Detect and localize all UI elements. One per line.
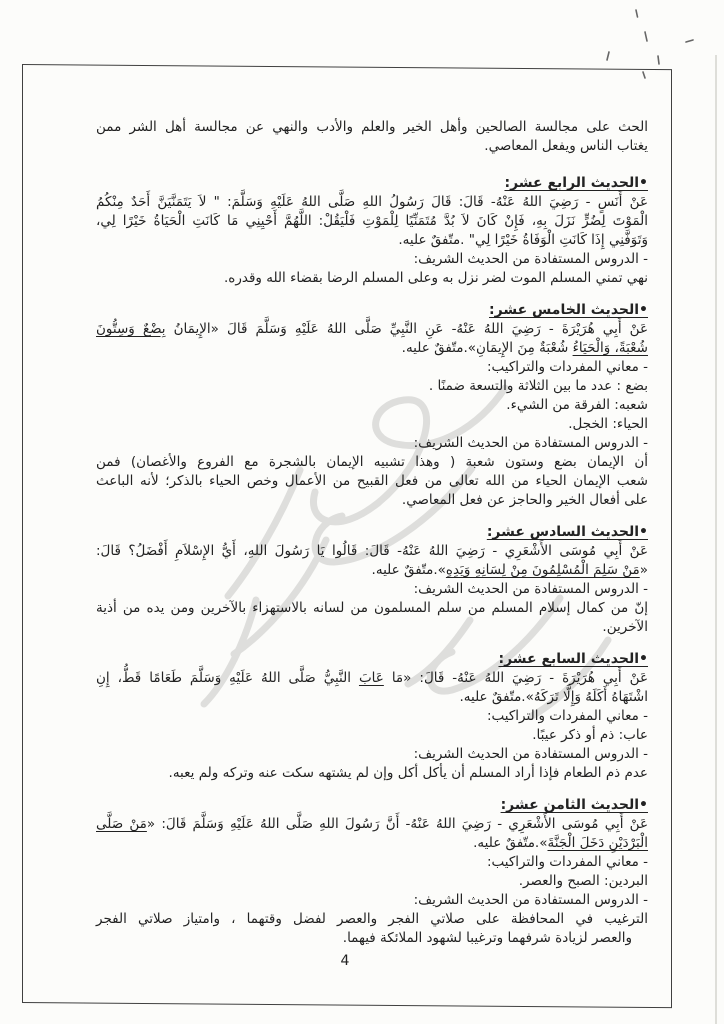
- hadith-14-lesson-line: نهي تمني المسلم الموت لضر نزل به وعلى المسلم الرضا بقضاء الله وقدره.: [223, 270, 648, 286]
- vocab-label: - معاني المفردات والتراكيب:: [487, 359, 648, 375]
- lessons-label: - الدروس المستفادة من الحديث الشريف:: [413, 892, 648, 908]
- matn-text: ».متّفقٌ عليه.: [473, 835, 548, 851]
- matn-underlined-text: شُعْبَةً، وَالْحَيَاءُ: [572, 340, 648, 356]
- hadith-18-lesson-line: الترغيب في المحافظة على صلاتي الفجر والعصر لفضل وقتهما ، وامتياز صلاتي الفجر: [96, 911, 648, 927]
- hadith-17-section: [96, 650, 648, 783]
- hadith-15-lesson-line: على أفعال الخير والحاجز عن فعل المعاصي.: [401, 492, 648, 508]
- matn-text: «: [639, 562, 648, 578]
- scan-edge-line: [715, 55, 717, 1024]
- matn-underlined-text: بِضْعٌ وَسِتُّونَ: [96, 321, 166, 337]
- hadith-17-lesson-line: عدم ذم الطعام فإذا أراد المسلم أن يأكل أكل وإن لم يشتهه سكت عنه وتركه ولم يعبه.: [168, 765, 648, 781]
- matn-text: عَنْ أَبِي مُوسَى الأَشْعَرِي - رَضِيَ اللهُ عَنْهُ- أَنَّ رَسُولَ اللهِ صَلَّى اللهُ عَلَيْهِ وَسَلَّمَ قَالَ: «: [146, 816, 648, 832]
- matn-underlined-text: الْبَرْدَيْنِ دَخَلَ الْجَنَّةَ: [547, 835, 648, 851]
- hadith-15-lesson-line: شعب الإيمان الحياء من الله تعالى من فعل القبيح من الأعمال وخص الحياء بالذكر؛ لأنه الباعث: [96, 473, 648, 489]
- hadith-15-heading: [96, 301, 648, 320]
- matn-underlined-text: عَابَ: [358, 670, 384, 686]
- matn-text: شُعْبَةٌ مِنَ الإِيمَانِ».متّفقٌ عليه.: [401, 340, 573, 356]
- lessons-label: - الدروس المستفادة من الحديث الشريف:: [413, 435, 648, 451]
- hadith-14-matn-line: وَتَوَفَّنِي إِذَا كَانَتِ الْوَفَاةُ خَيْرًا لِي" .متّفقٌ عليه.: [398, 232, 648, 248]
- matn-text: عَنْ أَبِي هُرَيْرَةَ - رَضِيَ اللهُ عَنْهُ- قَالَ: «مَا: [383, 670, 648, 686]
- hadith-15-lesson-line: أن الإيمان بضع وستون شعبة ( وهذا تشبيه الإيمان بالشجرة مع الفروع والأغصان) فمن: [96, 454, 648, 470]
- page-body: [96, 118, 648, 948]
- hadith-17-heading-text: •الحديث السابع عشر:: [498, 651, 648, 667]
- vocab-line: شعبه: الفرقة من الشيء.: [506, 397, 648, 413]
- hadith-17-heading: [96, 650, 648, 669]
- hadith-17-matn-line: [96, 669, 648, 688]
- vocab-line: عاب: ذم أو ذكر عيبًا.: [532, 727, 648, 743]
- hadith-15-section: [96, 301, 648, 510]
- hadith-18-section: [96, 796, 648, 948]
- hadith-15-heading-text: •الحديث الخامس عشر:: [489, 302, 648, 318]
- matn-text: عَنْ أَبِي هُرَيْرَةَ - رَضِيَ اللهُ عَنْهُ- عَنِ النَّبِيِّ صَلَّى اللهُ عَلَيْهِ وَسَلَّمَ قَالَ «الإِيمَانُ: [165, 321, 649, 337]
- intro-line: الحث على مجالسة الصالحين وأهل الخير والعلم والأدب والنهي عن مجالسة أهل الشر ممن: [96, 119, 648, 135]
- lessons-label: - الدروس المستفادة من الحديث الشريف:: [413, 581, 648, 597]
- hadith-15-matn-line: [96, 320, 648, 339]
- hadith-14-section: [96, 174, 648, 288]
- matn-underlined-text: مَنْ سَلِمَ الْمُسْلِمُونَ مِنْ لِسَانِهِ وَيَدِهِ: [445, 562, 640, 578]
- matn-text: النَّبِيُّ صَلَّى اللهُ عَلَيْهِ وَسَلَّمَ طَعَامًا قَطُّ، إِنِ: [96, 670, 359, 686]
- hadith-18-matn-line: [96, 815, 648, 834]
- vocab-line: الحياء: الخجل.: [568, 416, 648, 432]
- hadith-17-matn-line: اشْتَهَاهُ أَكَلَهُ وَإِلَّا تَرَكَهُ».متّفقٌ عليه.: [459, 689, 648, 705]
- hadith-16-matn-line: عَنْ أَبِي مُوسَى الأَشْعَرِي - رَضِيَ اللهُ عَنْهُ- قَالَ: قَالُوا يَا رَسُولَ اللهِ، أَيُّ الإِسْلاَمِ أَفْضَلُ؟ قَالَ:: [96, 543, 648, 559]
- hadith-16-heading: [96, 523, 648, 542]
- hadith-18-lesson-line: والعصر لزيادة شرفهما وترغيبا لشهود الملائكة فيهما.: [342, 930, 632, 946]
- hadith-16-heading-text: •الحديث السادس عشر:: [486, 524, 648, 540]
- hadith-16-lesson-line: الآخرين.: [602, 619, 648, 635]
- matn-text: ».متّفقٌ عليه.: [371, 562, 446, 578]
- intro-paragraph: [96, 118, 648, 156]
- hadith-18-heading-text: •الحديث الثامن عشر:: [500, 797, 648, 813]
- vocab-line: بضع : عدد ما بين الثلاثة والتسعة ضمنًا .: [428, 378, 648, 394]
- hadith-18-matn-line: [96, 834, 648, 853]
- hadith-14-heading-text: •الحديث الرابع عشر:: [504, 175, 648, 191]
- hadith-14-matn-line: عَنْ أَنَسٍ - رَضِيَ اللهُ عَنْهُ- قَالَ: قَالَ رَسُولُ اللهِ صَلَّى اللهُ عَلَيْهِ وَسَلَّمَ: " لاَ يَتَمَنَّيَنَّ أَحَدٌ مِنْكُمُ: [96, 194, 648, 210]
- intro-line: يغتاب الناس ويفعل المعاصي.: [484, 138, 648, 154]
- lessons-label: - الدروس المستفادة من الحديث الشريف:: [413, 746, 648, 762]
- vocab-label: - معاني المفردات والتراكيب:: [487, 854, 648, 870]
- hadith-16-section: [96, 523, 648, 637]
- hadith-16-lesson-line: إنّ من كمال إسلام المسلم من سلم المسلمون من لسانه بالاستهزاء بالآخرين ومن يده من أذية: [96, 600, 648, 616]
- page-number: 4: [340, 953, 350, 969]
- hadith-14-matn-line: الْمَوْتَ لِضُرٍّ نَزَلَ بِهِ، فَإِنْ كَانَ لاَ بُدَّ مُتَمَنِّيًا لِلْمَوْتِ فَلْيَقُلْ: اللَّهُمَّ أَحْيِنِي مَا كَانَتِ الْحَيَاةُ خَيْرًا لِي،: [96, 213, 648, 229]
- lessons-label: - الدروس المستفادة من الحديث الشريف:: [413, 251, 648, 267]
- vocab-line: البردين: الصبح والعصر.: [518, 873, 648, 889]
- matn-underlined-text: مَنْ صَلَّى: [96, 816, 147, 832]
- hadith-15-matn-line: [96, 339, 648, 358]
- vocab-label: - معاني المفردات والتراكيب:: [487, 708, 648, 724]
- hadith-14-heading: [96, 174, 648, 193]
- hadith-16-matn-line: [96, 561, 648, 580]
- hadith-18-heading: [96, 796, 648, 815]
